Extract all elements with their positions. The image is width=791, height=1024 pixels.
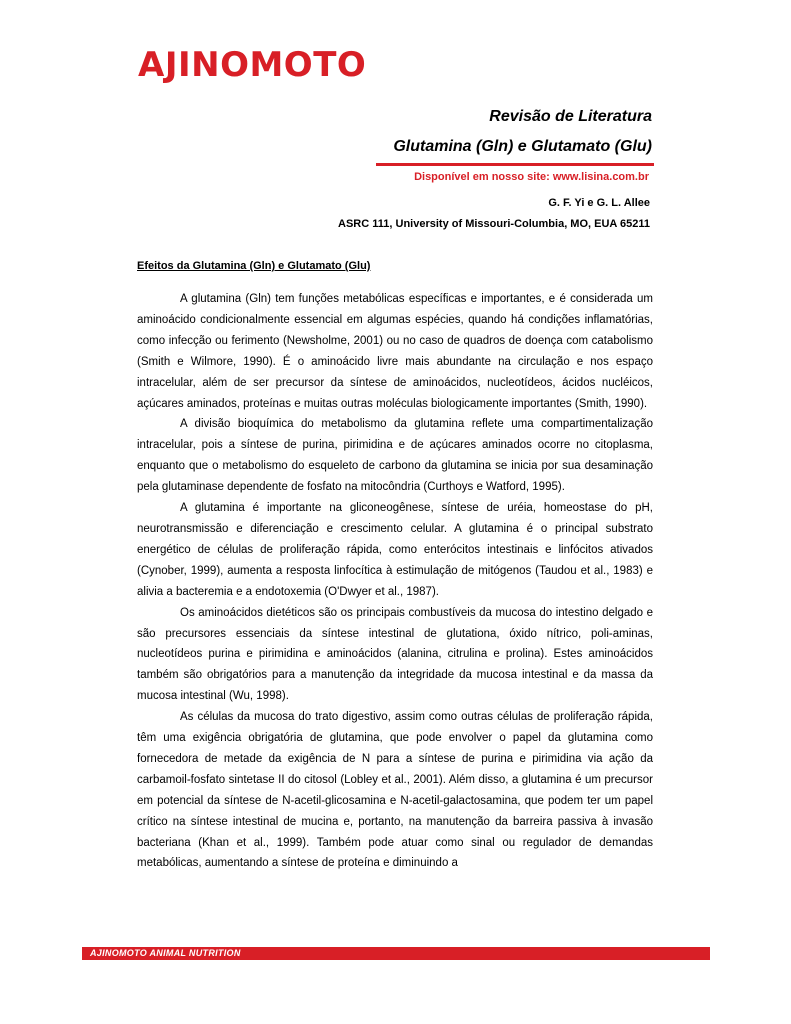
availability-note: Disponível em nosso site: www.lisina.com.br (414, 171, 649, 183)
footer-label: AJINOMOTO ANIMAL NUTRITION (90, 948, 241, 958)
title-divider (376, 163, 654, 166)
paragraph: A glutamina (Gln) tem funções metabólicas específicas e importantes, e é considerada um aminoácido condicionalmente essencial em algumas espécies, quando há condições inflamatórias, como infecção ou ferimento (Newsholme, 2001) ou no caso de quadros de doença com catabolismo (Smith e Wilmore, 1990). É o aminoácido livre mais abundante na circulação e nos espaço intracelular, além de ser precursor da síntese de aminoácidos, nucleotídeos, ácidos nucléicos, açúcares aminados, proteínas e muitas outras moléculas biologicamente importantes (Smith, 1990). (137, 293, 653, 410)
document-title: Revisão de Literatura (489, 108, 652, 125)
paragraph: A divisão bioquímica do metabolismo da glutamina reflete uma compartimentalização intracelular, pois a síntese de purina, pirimidina e de açúcares aminados ocorre no citoplasma, enquanto que o metabolismo do esqueleto de carbono da glutamina se inicia por sua desaminação pela glutaminase dependente de fosfato na mitocôndria (Curthoys e Watford, 1995). (137, 418, 653, 494)
body-text (137, 289, 653, 874)
authors: G. F. Yi e G. L. Allee (548, 197, 650, 209)
section-heading: Efeitos da Glutamina (Gln) e Glutamato (Glu) (137, 260, 371, 272)
footer-bar (82, 947, 710, 960)
paragraph: As células da mucosa do trato digestivo, assim como outras células de proliferação rápida, têm uma exigência obrigatória de glutamina, que pode envolver o papel da glutamina como fornecedora de metade da exigência de N para a síntese de purina e pirimidina via ação da carbamoil-fosfato sintetase II do citosol (Lobley et al., 2001). Além disso, a glutamina é um precursor em potencial da síntese de N-acetil-glicosamina e N-acetil-galactosamina, que podem ter um papel crítico na síntese intestinal de mucina e, portanto, na manutenção da barreira passiva à invasão bacteriana (Khan et al., 1999). Também pode atuar como sinal ou regulador de demandas metabólicas, aumentando a síntese de proteína e diminuindo a (137, 711, 653, 870)
document-subtitle: Glutamina (Gln) e Glutamato (Glu) (393, 138, 652, 155)
affiliation: ASRC 111, University of Missouri-Columbia, MO, EUA 65211 (338, 218, 650, 230)
paragraph: Os aminoácidos dietéticos são os principais combustíveis da mucosa do intestino delgado e são precursores essenciais da síntese intestinal de glutationa, óxido nítrico, poli-aminas, nucleotídeos purina e pirimidina e aminoácidos (alanina, citrulina e prolina). Estes aminoácidos também são obrigatórios para a manutenção da integridade da mucosa intestinal e da massa da mucosa intestinal (Wu, 1998). (137, 606, 653, 703)
paragraph: A glutamina é importante na gliconeogênese, síntese de uréia, homeostase do pH, neurotransmissão e diferenciação e crescimento celular. A glutamina é o principal substrato energético de células de proliferação rápida, como enterócitos intestinais e linfócitos ativados (Cynober, 1999), aumenta a resposta linfocítica à estimulação de mitógenos (Taudou et al., 1983) e alivia a bacteremia e a endotoxemia (O'Dwyer et al., 1987). (137, 502, 653, 598)
ajinomoto-logo: AJINOMOTO (138, 45, 367, 85)
